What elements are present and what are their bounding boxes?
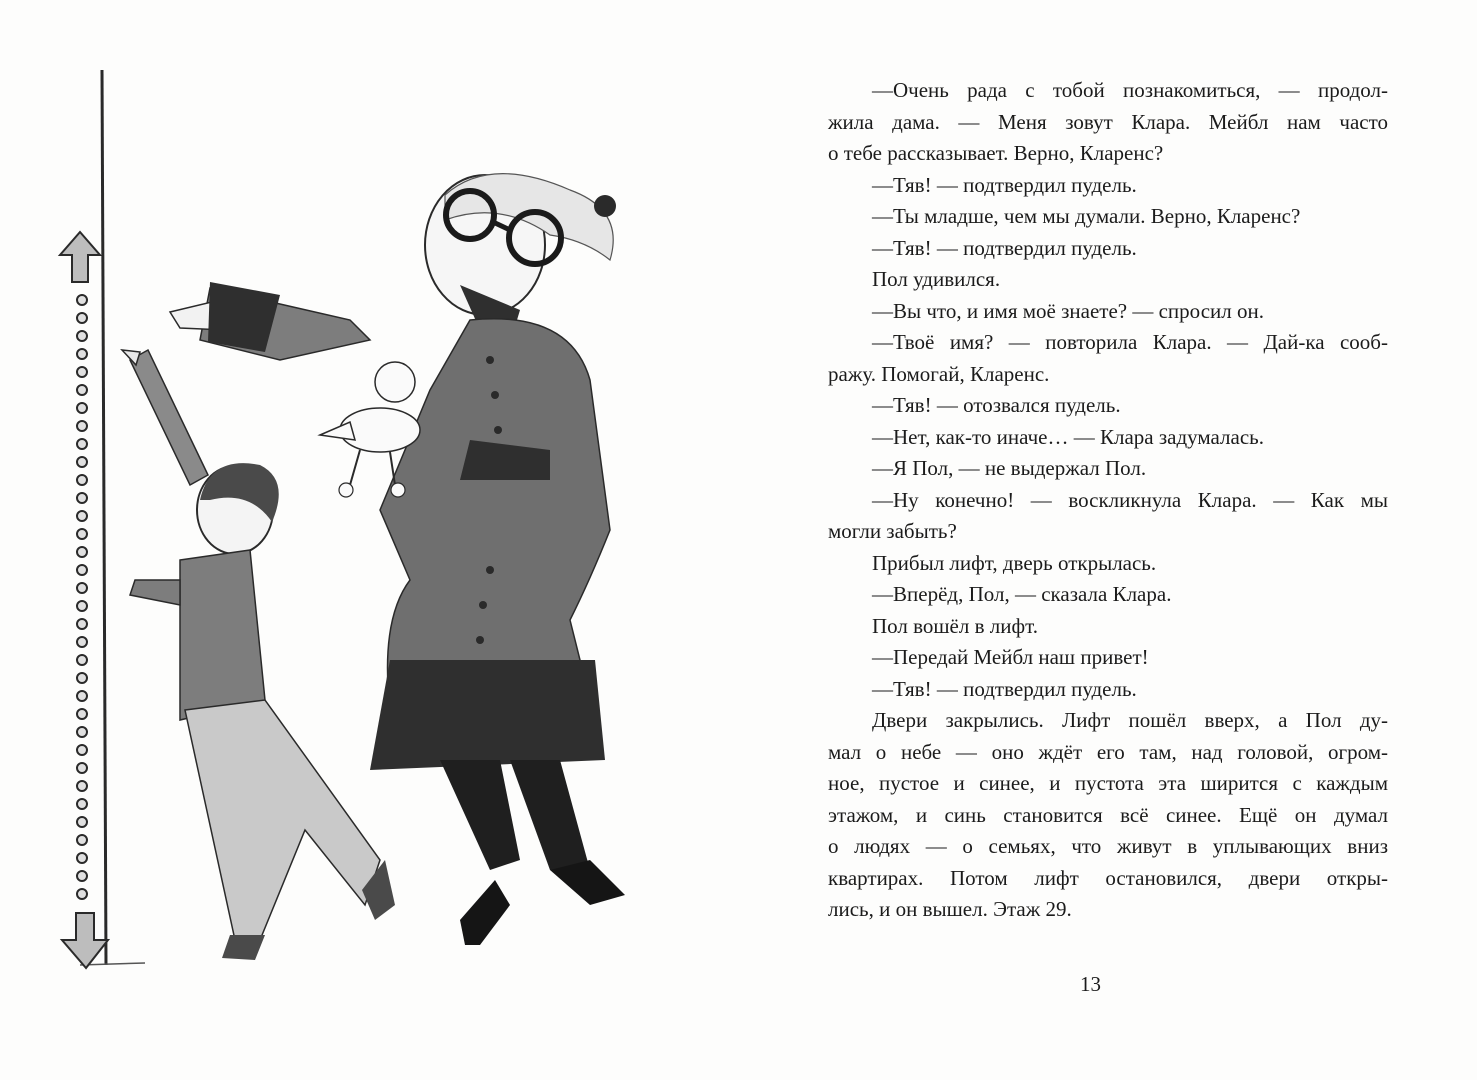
text-line: —Тяв! — подтвердил пудель. (872, 172, 1137, 197)
text-line: —Ты младше, чем мы думали. Верно, Кларенс? (872, 204, 1301, 228)
page-number: 13 (1080, 972, 1101, 996)
floor-indicator-dots (77, 295, 87, 899)
text-line: Двери закрылись. Лифт пошёл вверх, а Пол ду- (872, 708, 1388, 732)
text-line: —Твоё имя? — повторила Клара. — Дай-ка сооб- (872, 330, 1388, 354)
text-line: ное, пустое и синее, и пустота эта ширится с каждым (828, 771, 1388, 795)
text-line: жила дама. — Меня зовут Клара. Мейбл нам часто (828, 109, 1388, 134)
text-line: —Очень рада с тобой познакомиться, — продол- (872, 78, 1388, 102)
text-line: Пол вошёл в лифт. (872, 613, 1038, 638)
text-line: —Вперёд, Пол, — сказала Клара. (872, 582, 1172, 606)
text-line: —Ну конечно! — воскликнула Клара. — Как мы (872, 487, 1388, 512)
text-line: о людях — о семьях, что живут в уплывающих вниз (828, 834, 1388, 858)
text-line: —Нет, как-то иначе… — Клара задумалась. (872, 424, 1264, 449)
text-line: —Я Пол, — не выдержал Пол. (872, 456, 1147, 480)
right-page (760, 0, 1477, 1080)
arrow-down-icon (62, 913, 108, 968)
text-line: мал о небе — оно ждёт его там, над головой, огром- (828, 739, 1388, 764)
body-text (828, 75, 1388, 926)
text-line: —Передай Мейбл наш привет! (872, 645, 1149, 669)
text-line: ражу. Помогай, Кларенс. (828, 361, 1050, 386)
text-line: лись, и он вышел. Этаж 29. (828, 897, 1072, 921)
text-line: —Тяв! — отозвался пудель. (872, 393, 1121, 417)
text-line: —Тяв! — подтвердил пудель. (872, 235, 1137, 260)
lift-scene-illustration (50, 60, 690, 990)
text-line: —Тяв! — подтвердил пудель. (872, 676, 1137, 701)
text-line: этажом, и синь становится всё синее. Ещё он думал (828, 802, 1388, 827)
text-line: о тебе рассказывает. Верно, Кларенс? (828, 141, 1164, 165)
text-line: —Вы что, и имя моё знаете? — спросил он. (872, 298, 1264, 323)
arrow-up-icon (60, 232, 100, 282)
text-line: Пол удивился. (872, 267, 1001, 291)
text-line: квартирах. Потом лифт остановился, двери откры- (828, 865, 1388, 890)
text-line: могли забыть? (828, 519, 957, 543)
text-line: Прибыл лифт, дверь открылась. (872, 550, 1157, 575)
